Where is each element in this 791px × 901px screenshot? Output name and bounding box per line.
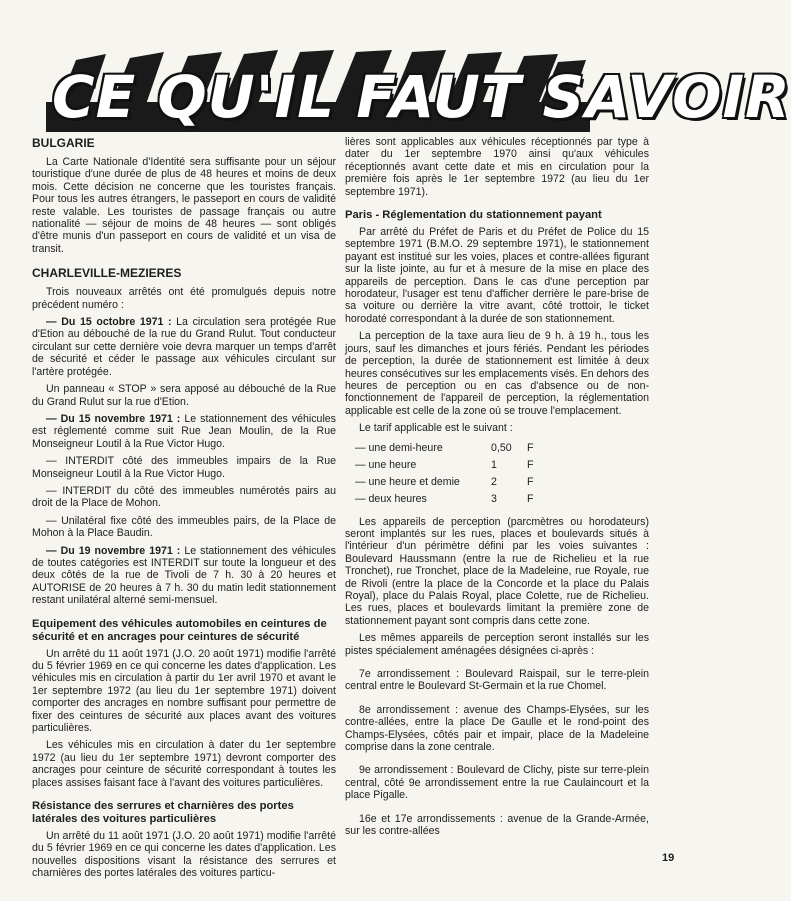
tarif-row — [355, 457, 649, 474]
paragraph — [32, 413, 336, 450]
tarif-unit: F — [527, 458, 534, 471]
date-label: — Du 15 octobre 1971 : — [46, 316, 172, 329]
paragraph-text: Le stationnement des véhicules est réglementé comme suit Rue Jean Moulin, de la Rue Monseigneur Loutil à la Rue Victor Hugo. — [32, 412, 336, 450]
section-bulgarie — [32, 136, 336, 255]
paragraph-text: La circulation sera protégée Rue d'Etion au débouché de la rue du Grand Rulut. Tout conducteur circulant sur cette dernière voie devra marquer un temps d'arrêt de sécurité et céder le passage aux véhicules circulant sur l'artère protégée. — [32, 316, 336, 378]
section-heading: Equipement des véhicules automobiles en ceintures de sécurité et en ancrages pour ceintures de sécurité — [32, 617, 327, 643]
paragraph-text: Le stationnement des véhicules de toutes catégories est INTERDIT sur toute la longueur et des deux côtés de la rue de Tivoli de 7 h. 30 à 20 heures et AUTORISE de 20 heures à 7 h. 30 du matin ledit stationnement restant unilatéral alterné semi-mensuel. — [32, 544, 336, 607]
paragraph: 9e arrondissement : Boulevard de Clichy, piste sur terre-plein central, côté 9e arrondissement entre la rue Caulaincourt et la place Pigalle. — [345, 764, 649, 802]
section-serrures — [32, 800, 336, 880]
page-number: 19 — [662, 852, 675, 864]
tarif-label: — une demi-heure — [355, 441, 443, 454]
tarif-unit: F — [527, 441, 534, 454]
paragraph: 7e arrondissement : Boulevard Raispail, sur le terre-plein central entre le Boulevard St-Germain et la rue Chomel. — [345, 668, 649, 693]
left-column — [32, 136, 336, 885]
paragraph: Les véhicules mis en circulation à dater du 1er septembre 1972 (au lieu du 1er septembre 1971) devront comporter des ancrages pour ceinture de sécurité correspondant à toutes les places assises faisant face à l'avant des voitures particulières. — [32, 739, 336, 789]
paragraph: Un arrêté du 11 août 1971 (J.O. 20 août 1971) modifie l'arrêté du 5 février 1969 en ce qui concerne les dates d'application. Les nouvelles dispositions visant la résistance des serrures et charnières des portes latérales des voitures particu- — [32, 830, 336, 880]
paragraph — [32, 316, 336, 378]
section-heading: Paris - Réglementation du stationnement payant — [345, 209, 602, 222]
right-column — [345, 136, 649, 842]
tarif-value: 3 — [491, 492, 497, 505]
tarif-unit: F — [527, 475, 534, 488]
tarif-row — [355, 440, 649, 457]
date-label: — Du 15 novembre 1971 : — [46, 412, 181, 425]
paragraph: La Carte Nationale d'Identité sera suffisante pour un séjour touristique d'une durée de plus de 48 heures et moins de deux mois. Cette décision ne concerne que les touristes français. Pour tous les autres étrangers, le passeport en cours de validité reste valable. Les touristes de passage français ou autre nationalité — séjour de moins de 48 heures — sont obligés d'être munis d'un passeport en cours de validité et un visa de transit. — [32, 156, 336, 255]
tarif-row — [355, 491, 649, 508]
paragraph: Par arrêté du Préfet de Paris et du Préfet de Police du 15 septembre 1971 (B.M.O. 29 septembre 1971), le stationnement payant est institué sur les voies, places et contre-allées figurant sur la liste jointe, au fur et à mesure de la mise en place des appareils de perception. Dans le cas d'une perception par horodateur, l'usager est tenu d'afficher derrière le pare-brise de sa voiture ou derrière la vitre avant, côté trottoir, le ticket horodaté correspondant à la durée de son stationnement. — [345, 226, 649, 325]
paragraph: lières sont applicables aux véhicules réceptionnés par type à dater du 1er septembre 1970 ainsi qu'aux véhicules réceptionnés avant cette date et mis en circulation pour la première fois après le 1er septembre 1972 (au lieu du 1er septembre 1971). — [345, 136, 649, 198]
paragraph: — INTERDIT du côté des immeubles numérotés pairs au droit de la Place de Mohon. — [32, 484, 336, 510]
paragraph: Trois nouveaux arrêtés ont été promulgués depuis notre précédent numéro : — [32, 286, 336, 311]
section-heading: BULGARIE — [32, 136, 95, 150]
tarif-value: 0,50 — [491, 441, 512, 454]
tarif-row — [355, 474, 649, 491]
section-charleville — [32, 266, 336, 606]
title-banner — [46, 40, 791, 136]
paragraph: — Unilatéral fixe côté des immeubles pairs, de la Place de Mohon à la Place Baudin. — [32, 514, 336, 540]
section-ceintures — [32, 618, 336, 789]
paragraph: — INTERDIT côté des immeubles impairs de la Rue Monseigneur Loutil à la Rue Victor Hugo. — [32, 455, 336, 480]
paragraph: La perception de la taxe aura lieu de 9 h. à 19 h., tous les jours, sauf les dimanches et jours fériés. Pendant les périodes de perception, la durée de stationnement est limitée à deux heures consécutives sur les emplacements visés. En dehors des heures de perception ou en cas d'absence ou de non-fonctionnement de l'appareil de perception, la réglementation applicable est celle de la zone où se trouve l'emplacement. — [345, 330, 649, 417]
section-heading: CHARLEVILLE-MEZIERES — [32, 266, 182, 281]
paragraph: 8e arrondissement : avenue des Champs-Elysées, sur les contre-allées, entre la place De Gaulle et le rond-point des Champs-Elysées, côtés pair et impair, place de la Madeleine comprise dans la zone centrale. — [345, 703, 649, 754]
tarif-label: — une heure et demie — [355, 475, 460, 488]
section-paris — [345, 209, 649, 837]
tarif-unit: F — [527, 492, 534, 505]
paragraph — [32, 545, 336, 607]
tarif-label: — une heure — [355, 458, 417, 471]
tarif-value: 2 — [491, 475, 497, 488]
paragraph: Un panneau « STOP » sera apposé au débouché de la Rue du Grand Rulut sur la rue d'Etion. — [32, 383, 336, 408]
banner-title: CE QU'IL FAUT SAVOIR — [52, 63, 791, 131]
tarif-label: — deux heures — [355, 492, 427, 505]
tarif-table — [355, 440, 649, 508]
section-heading: Résistance des serrures et charnières des portes latérales des voitures particulières — [32, 800, 294, 826]
date-label: — Du 19 novembre 1971 : — [46, 544, 181, 557]
tarif-value: 1 — [491, 458, 497, 471]
paragraph: Les mêmes appareils de perception seront installés sur les pistes spécialement aménagées désignées ci-après : — [345, 632, 649, 657]
paragraph: Un arrêté du 11 août 1971 (J.O. 20 août 1971) modifie l'arrêté du 5 février 1969 en ce qui concerne les dates d'application. Les véhicules mis en circulation à partir du 1er avril 1970 et avant le 1er septembre 1972 (au lieu du 1er septembre 1971) doivent comporter des ancrages en nombre suffisant pour permettre de fixer des ceintures de sécurité aux places avant des voitures particulières. — [32, 647, 336, 735]
paragraph: 16e et 17e arrondissements : avenue de la Grande-Armée, sur les contre-allées — [345, 812, 649, 838]
paragraph: Les appareils de perception (parcmètres ou horodateurs) seront implantés sur les rues, places et boulevards situés à l'intérieur d'un périmètre défini par les voies suivantes : Boulevard Haussmann (entre la rue de Richelieu et la rue Tronchet), rue Tronchet, place de la Madeleine, rue Royale, rue de Rivoli (entre la place de la Concorde et la place du Palais Royal), place du Palais Royal, place Colette, rue de Richelieu. Les rues, places et boulevards limitant la première zone de stationnement payant sont compris dans cette zone. — [345, 515, 649, 627]
paragraph: Le tarif applicable est le suivant : — [359, 422, 513, 435]
